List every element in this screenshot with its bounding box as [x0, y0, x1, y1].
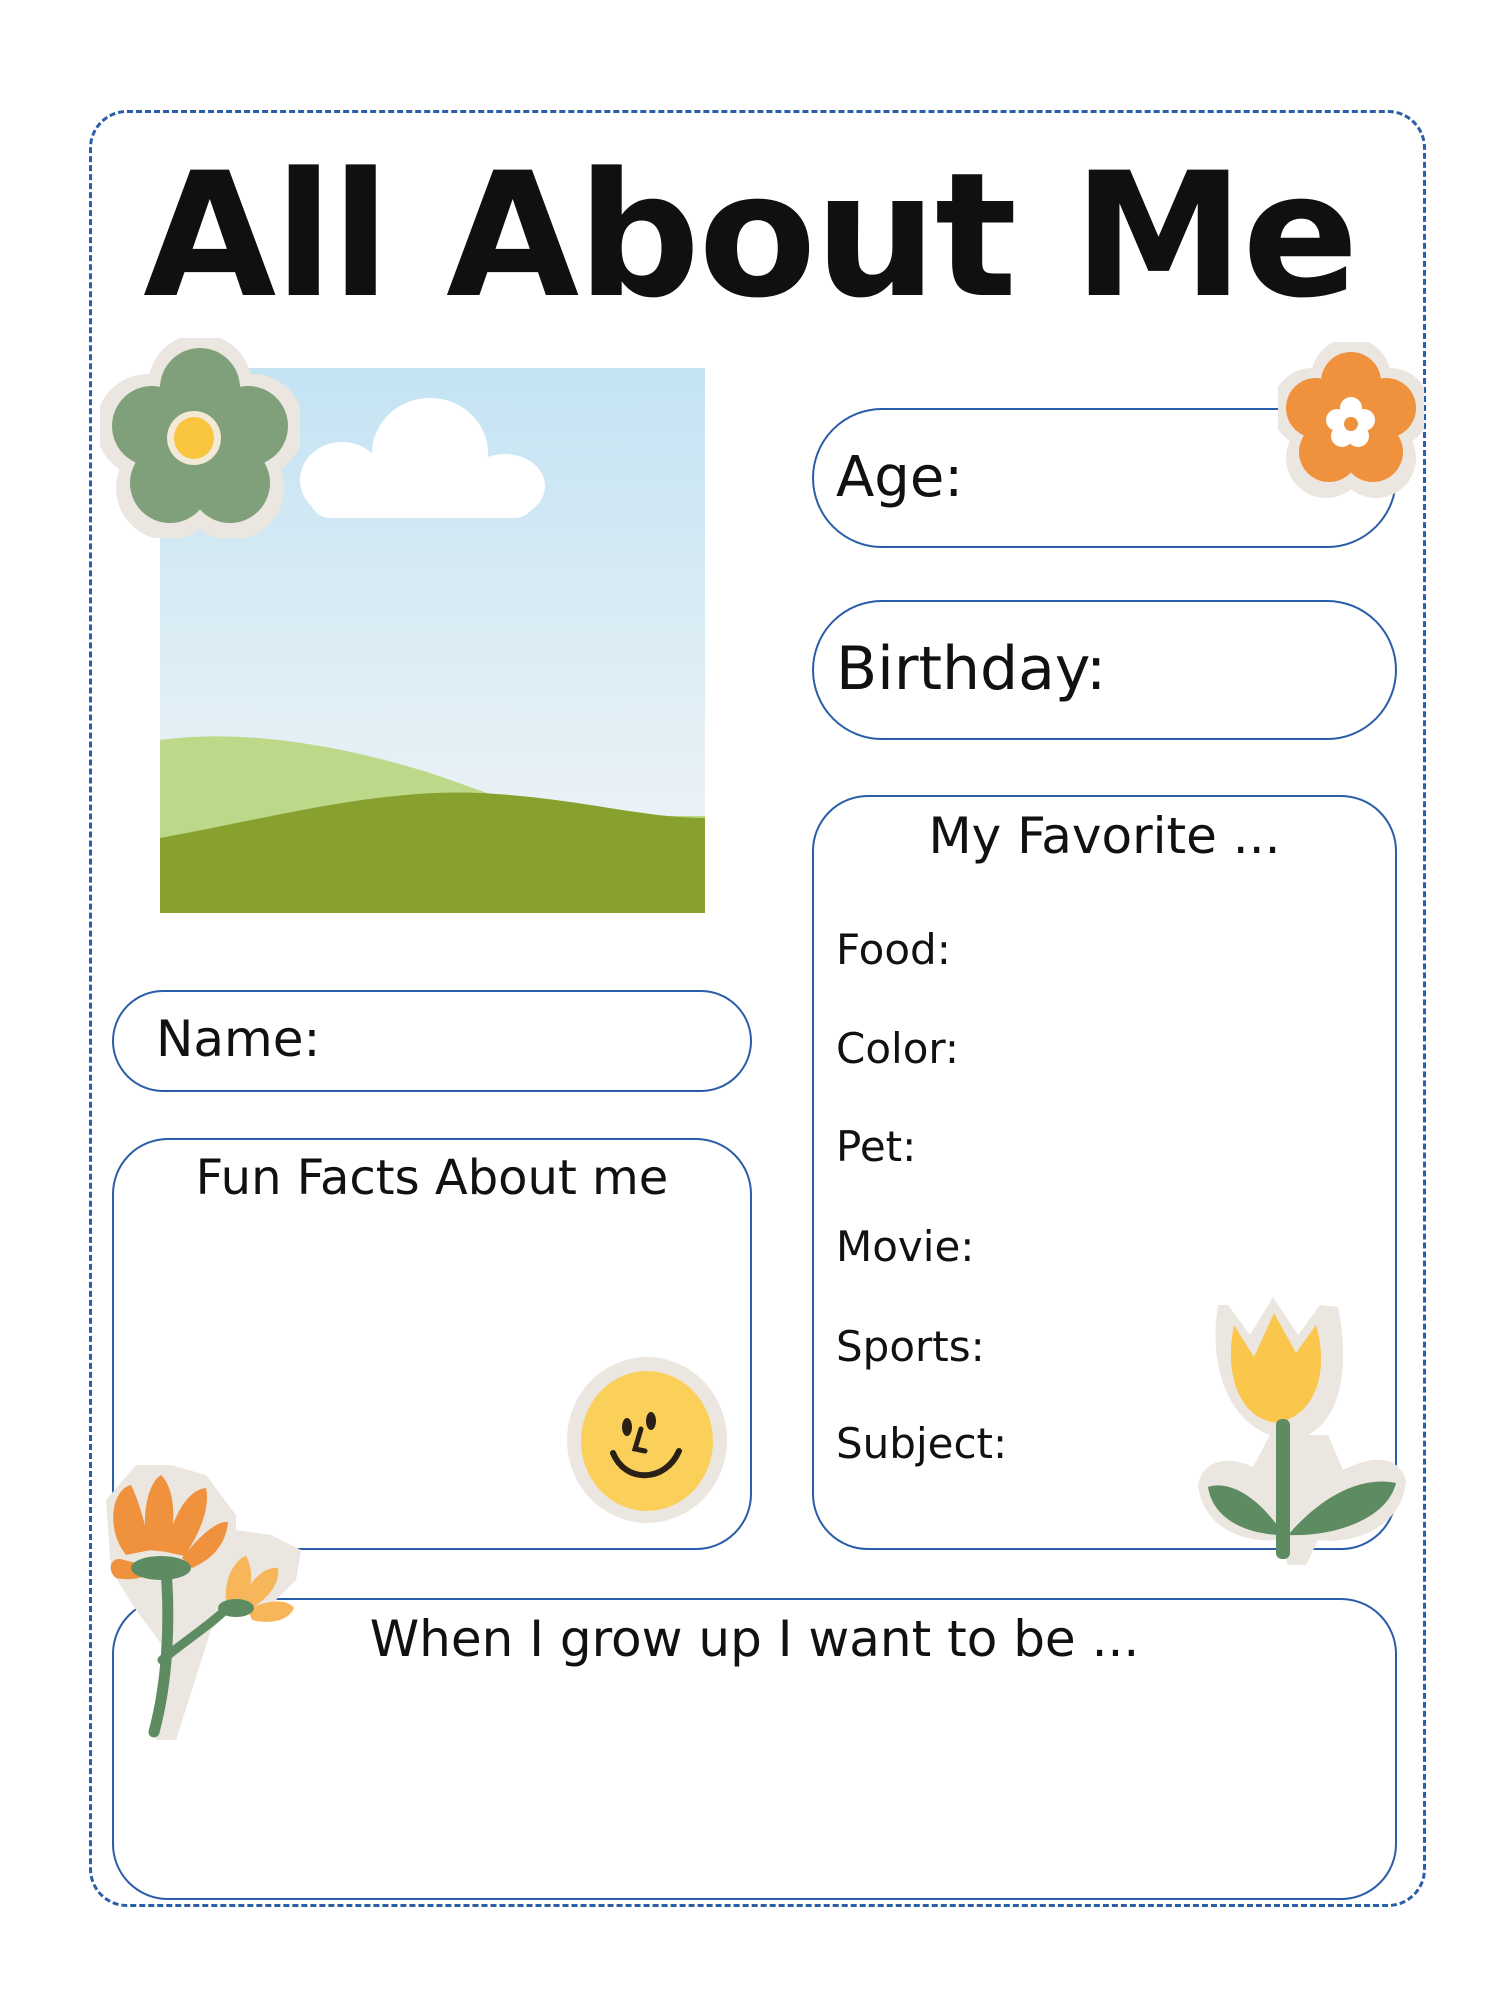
birthday-label: Birthday:: [836, 634, 1107, 704]
favorite-pet-label: Pet:: [836, 1122, 917, 1171]
favorite-food-label: Food:: [836, 925, 951, 974]
smiley-icon: [565, 1355, 730, 1529]
grow-up-title: When I grow up I want to be ...: [369, 1610, 1140, 1668]
favorite-subject-label: Subject:: [836, 1419, 1008, 1468]
orange-flower-icon: [1278, 342, 1424, 506]
name-label: Name:: [156, 1010, 321, 1068]
page-title: All About Me: [143, 135, 1357, 336]
favorite-movie-label: Movie:: [836, 1222, 975, 1271]
tulip-icon: [1198, 1295, 1408, 1571]
fun-facts-title: Fun Facts About me: [195, 1150, 669, 1206]
favorite-color-label: Color:: [836, 1024, 960, 1073]
orange-bloom-icon: [96, 1460, 306, 1749]
age-label: Age:: [836, 445, 964, 510]
sage-flower-icon: [100, 338, 300, 542]
name-field[interactable]: [112, 990, 752, 1092]
birthday-field[interactable]: [812, 600, 1397, 740]
favorite-sports-label: Sports:: [836, 1322, 985, 1371]
favorites-title: My Favorite ...: [928, 807, 1281, 865]
